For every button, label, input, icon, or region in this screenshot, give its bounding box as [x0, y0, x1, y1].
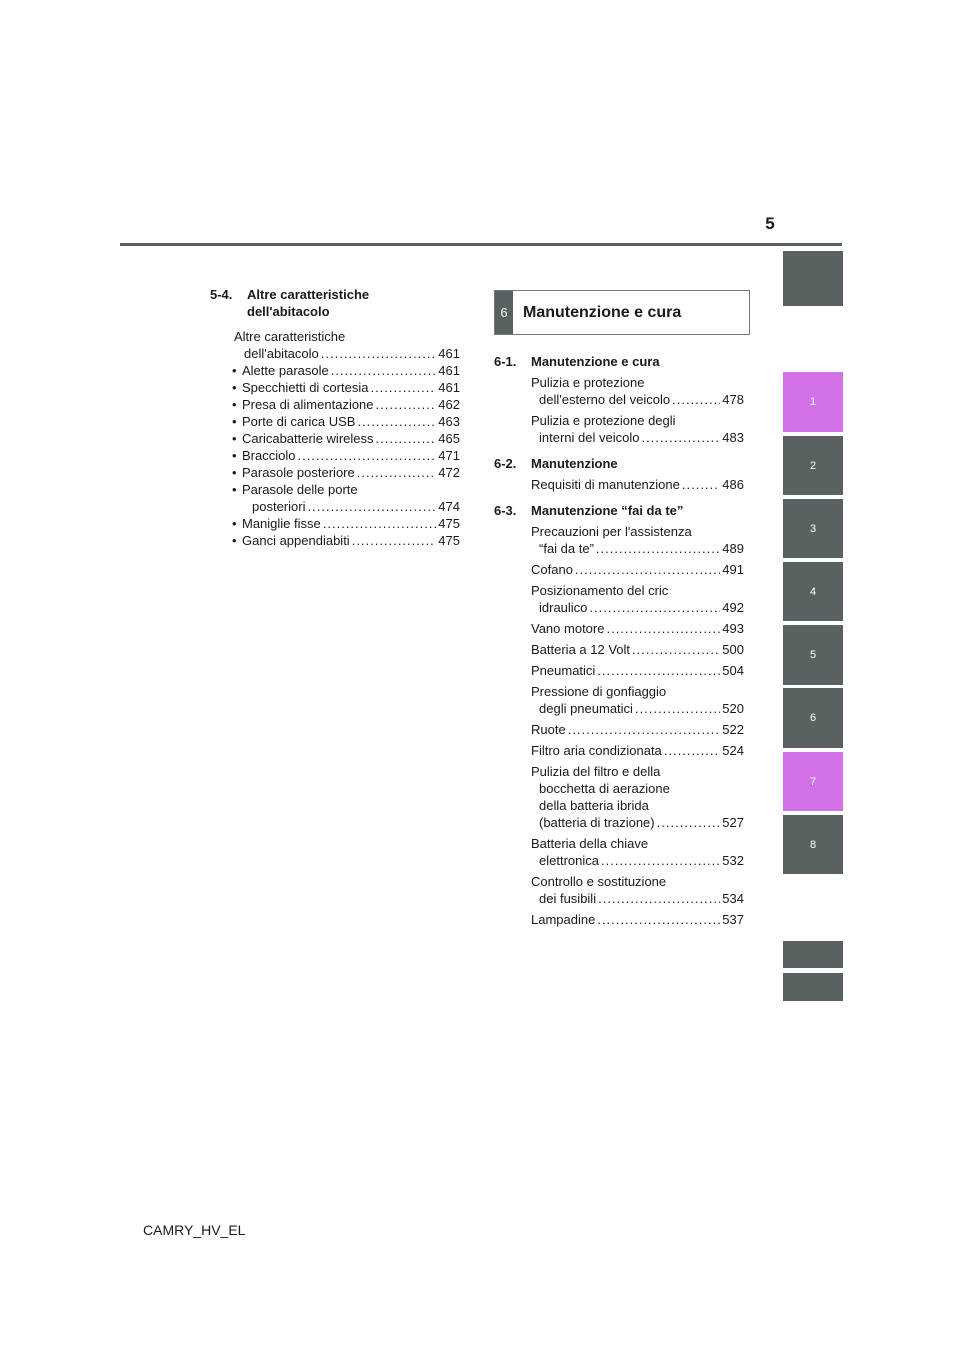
bullet: •: [232, 516, 237, 531]
entry-title-cont: dell'abitacolo: [244, 346, 319, 361]
left-column: [210, 286, 460, 549]
toc-entry[interactable]: [494, 721, 744, 738]
bullet: •: [232, 448, 237, 463]
entry-page: 472: [438, 465, 460, 480]
entry-title: Presa di alimentazione: [242, 397, 374, 412]
leader-line: [531, 620, 744, 637]
toc-entry[interactable]: [494, 911, 744, 928]
section-heading: [494, 502, 744, 519]
entry-title: Parasole posteriore: [242, 465, 355, 480]
chapter-tab[interactable]: 5: [783, 625, 843, 685]
entry-title: Alette parasole: [242, 363, 329, 378]
entry-page: 486: [722, 477, 744, 492]
entry-page: 524: [722, 743, 744, 758]
chapter-tab[interactable]: 4: [783, 562, 843, 621]
leader-line: [242, 498, 460, 515]
entry-page: 500: [722, 642, 744, 657]
leader-line: [531, 561, 744, 578]
leader-line: [531, 429, 744, 446]
entry-page: 478: [722, 392, 744, 407]
entry-title: Precauzioni per l'assistenza: [531, 524, 692, 539]
chapter-header: [494, 290, 750, 335]
leader-line: [531, 814, 744, 831]
dot-leader: [323, 515, 437, 532]
entry-title: della batteria ibrida: [539, 798, 649, 813]
entry-page: 483: [722, 430, 744, 445]
section-heading: [494, 353, 744, 370]
entry-page: 491: [722, 562, 744, 577]
entry-page: 471: [438, 448, 460, 463]
entry-page: 475: [438, 533, 460, 548]
entry-title: Cofano: [531, 562, 573, 577]
dot-leader: [657, 814, 721, 831]
entry-title: interni del veicolo: [539, 430, 640, 445]
footer-code: CAMRY_HV_EL: [143, 1222, 246, 1238]
bullet: •: [232, 465, 237, 480]
toc-entry[interactable]: [494, 582, 744, 616]
chapter-tab[interactable]: 1: [783, 372, 843, 432]
right-column: [494, 353, 744, 932]
toc-subentry[interactable]: [210, 379, 460, 396]
chapter-tab[interactable]: 8: [783, 815, 843, 874]
entry-title: Pulizia e protezione degli: [531, 413, 676, 428]
dot-leader: [596, 540, 720, 557]
entry-page: 537: [722, 912, 744, 927]
entry-page: 463: [438, 414, 460, 429]
toc-entry[interactable]: [494, 662, 744, 679]
leader-line: [242, 430, 460, 447]
leader-line: [531, 540, 744, 557]
leader-line: [242, 532, 460, 549]
entry-title: Pulizia del filtro e della: [531, 764, 661, 779]
section-title: Manutenzione: [531, 456, 618, 471]
dot-leader: [597, 911, 720, 928]
chapter-number: 6: [495, 291, 513, 334]
dot-leader: [601, 852, 720, 869]
section-title: Altre caratteristiche: [247, 287, 370, 302]
dot-leader: [682, 476, 720, 493]
toc-entry[interactable]: [494, 742, 744, 759]
entry-title: Altre caratteristiche: [234, 329, 346, 344]
toc-subentry[interactable]: [210, 481, 460, 515]
entry-title: elettronica: [539, 853, 599, 868]
toc-entry[interactable]: [494, 374, 744, 408]
toc-entry[interactable]: [494, 835, 744, 869]
toc-entry[interactable]: [494, 873, 744, 907]
entry-title: Specchietti di cortesia: [242, 380, 369, 395]
dot-leader: [307, 498, 436, 515]
dot-leader: [589, 599, 720, 616]
chapter-tab[interactable]: [783, 251, 843, 306]
leader-line: [531, 476, 744, 493]
entry-page: 522: [722, 722, 744, 737]
entry-page: 527: [722, 815, 744, 830]
chapter-tab[interactable]: 3: [783, 499, 843, 558]
dot-leader: [664, 742, 721, 759]
entry-title: Ganci appendiabiti: [242, 533, 350, 548]
dot-leader: [575, 561, 720, 578]
section-number: 5-4.: [210, 287, 233, 302]
dot-leader: [641, 429, 720, 446]
leader-line: [531, 890, 744, 907]
leader-line: [242, 447, 460, 464]
entry-page: 465: [438, 431, 460, 446]
leader-line: [242, 362, 460, 379]
entry-page: 520: [722, 701, 744, 716]
entry-title: Pulizia e protezione: [531, 375, 645, 390]
toc-entry[interactable]: [494, 620, 744, 637]
chapter-title: Manutenzione e cura: [523, 303, 682, 321]
dot-leader: [331, 362, 437, 379]
dot-leader: [606, 620, 720, 637]
toc-subentry[interactable]: [210, 532, 460, 549]
toc-subentry[interactable]: [210, 464, 460, 481]
entry-title: Vano motore: [531, 621, 605, 636]
entry-title: Controllo e sostituzione: [531, 874, 667, 889]
leader-line: [242, 464, 460, 481]
section-title-cont: dell'abitacolo: [247, 304, 330, 319]
bullet: •: [232, 363, 237, 378]
entry-title: Batteria a 12 Volt: [531, 642, 631, 657]
bullet: •: [232, 414, 237, 429]
toc-entry[interactable]: [494, 523, 744, 557]
dot-leader: [376, 430, 437, 447]
entry-page: 462: [438, 397, 460, 412]
entry-title: Requisiti di manutenzione: [531, 477, 680, 492]
page-number: 5: [765, 214, 775, 233]
entry-title: Caricabatterie wireless: [242, 431, 374, 446]
entry-page: 461: [438, 363, 460, 378]
entry-page: 475: [438, 516, 460, 531]
leader-line: [242, 396, 460, 413]
entry-page: 461: [438, 380, 460, 395]
entry-title: dell'esterno del veicolo: [539, 392, 671, 407]
entry-title: dei fusibili: [539, 891, 597, 906]
dot-leader: [597, 662, 720, 679]
toc-subentry[interactable]: [210, 362, 460, 379]
entry-title: Maniglie fisse: [242, 516, 321, 531]
entry-page: 504: [722, 663, 744, 678]
bullet: •: [232, 397, 237, 412]
leader-line: [531, 721, 744, 738]
leader-line: [531, 599, 744, 616]
leader-line: [531, 911, 744, 928]
leader-line: [531, 391, 744, 408]
leader-line: [531, 852, 744, 869]
dot-leader: [321, 345, 437, 362]
toc-subentry[interactable]: [210, 396, 460, 413]
entry-title: (batteria di trazione): [539, 815, 655, 830]
entry-page: 532: [722, 853, 744, 868]
dot-leader: [598, 890, 720, 907]
entry-title: Porte di carica USB: [242, 414, 356, 429]
entry-title: Filtro aria condizionata: [531, 743, 662, 758]
section-heading: [494, 455, 744, 472]
bullet: •: [232, 482, 237, 497]
entry-title: Batteria della chiave: [531, 836, 649, 851]
section-number: 6-3.: [494, 503, 517, 518]
entry-title: Parasole delle porte: [242, 482, 358, 497]
entry-title: “fai da te”: [539, 541, 594, 556]
bullet: •: [232, 380, 237, 395]
bullet: •: [232, 431, 237, 446]
entry-page: 492: [722, 600, 744, 615]
leader-line: [242, 515, 460, 532]
section-number: 6-2.: [494, 456, 517, 471]
leader-line: [531, 700, 744, 717]
header-rule: [120, 243, 842, 246]
toc-entry[interactable]: [494, 763, 744, 831]
chapter-tab[interactable]: 2: [783, 436, 843, 495]
section-title: Manutenzione e cura: [531, 354, 660, 369]
toc-entry[interactable]: [494, 561, 744, 578]
dot-leader: [635, 700, 720, 717]
leader-line: [242, 413, 460, 430]
leader-line: [242, 379, 460, 396]
entry-title: Posizionamento del cric: [531, 583, 669, 598]
section-heading: [210, 286, 460, 320]
bullet: •: [232, 533, 237, 548]
entry-page: 474: [438, 499, 460, 514]
entry-title: Bracciolo: [242, 448, 296, 463]
entry-title: Pressione di gonfiaggio: [531, 684, 667, 699]
leader-line: [531, 742, 744, 759]
entry-page: 489: [722, 541, 744, 556]
leader-line: [531, 641, 744, 658]
entry-page: 493: [722, 621, 744, 636]
toc-entry[interactable]: [494, 476, 744, 493]
dot-leader: [352, 532, 437, 549]
chapter-tab[interactable]: 6: [783, 688, 843, 748]
entry-title: idraulico: [539, 600, 588, 615]
dot-leader: [376, 396, 437, 413]
toc-entry[interactable]: [494, 412, 744, 446]
toc-subentry[interactable]: [210, 430, 460, 447]
toc-entry[interactable]: [210, 328, 460, 362]
dot-leader: [370, 379, 436, 396]
toc-subentry[interactable]: [210, 413, 460, 430]
section-title: Manutenzione “fai da te”: [531, 503, 684, 518]
chapter-tab[interactable]: 7: [783, 752, 843, 811]
toc-entry[interactable]: [494, 641, 744, 658]
entry-title: bocchetta di aerazione: [539, 781, 670, 796]
dot-leader: [632, 641, 720, 658]
dot-leader: [568, 721, 721, 738]
toc-subentry[interactable]: [210, 515, 460, 532]
dot-leader: [297, 447, 436, 464]
dot-leader: [672, 391, 720, 408]
toc-subentry[interactable]: [210, 447, 460, 464]
dot-leader: [357, 413, 436, 430]
chapter-tab[interactable]: [783, 973, 843, 1001]
entry-title: Ruote: [531, 722, 566, 737]
dot-leader: [357, 464, 437, 481]
chapter-tab[interactable]: [783, 941, 843, 968]
entry-title: Lampadine: [531, 912, 596, 927]
section-number: 6-1.: [494, 354, 517, 369]
entry-title: Pneumatici: [531, 663, 596, 678]
entry-page: 534: [722, 891, 744, 906]
toc-entry[interactable]: [494, 683, 744, 717]
entry-title: degli pneumatici: [539, 701, 633, 716]
leader-line: [531, 662, 744, 679]
entry-page: 461: [438, 346, 460, 361]
entry-title: posteriori: [252, 499, 306, 514]
